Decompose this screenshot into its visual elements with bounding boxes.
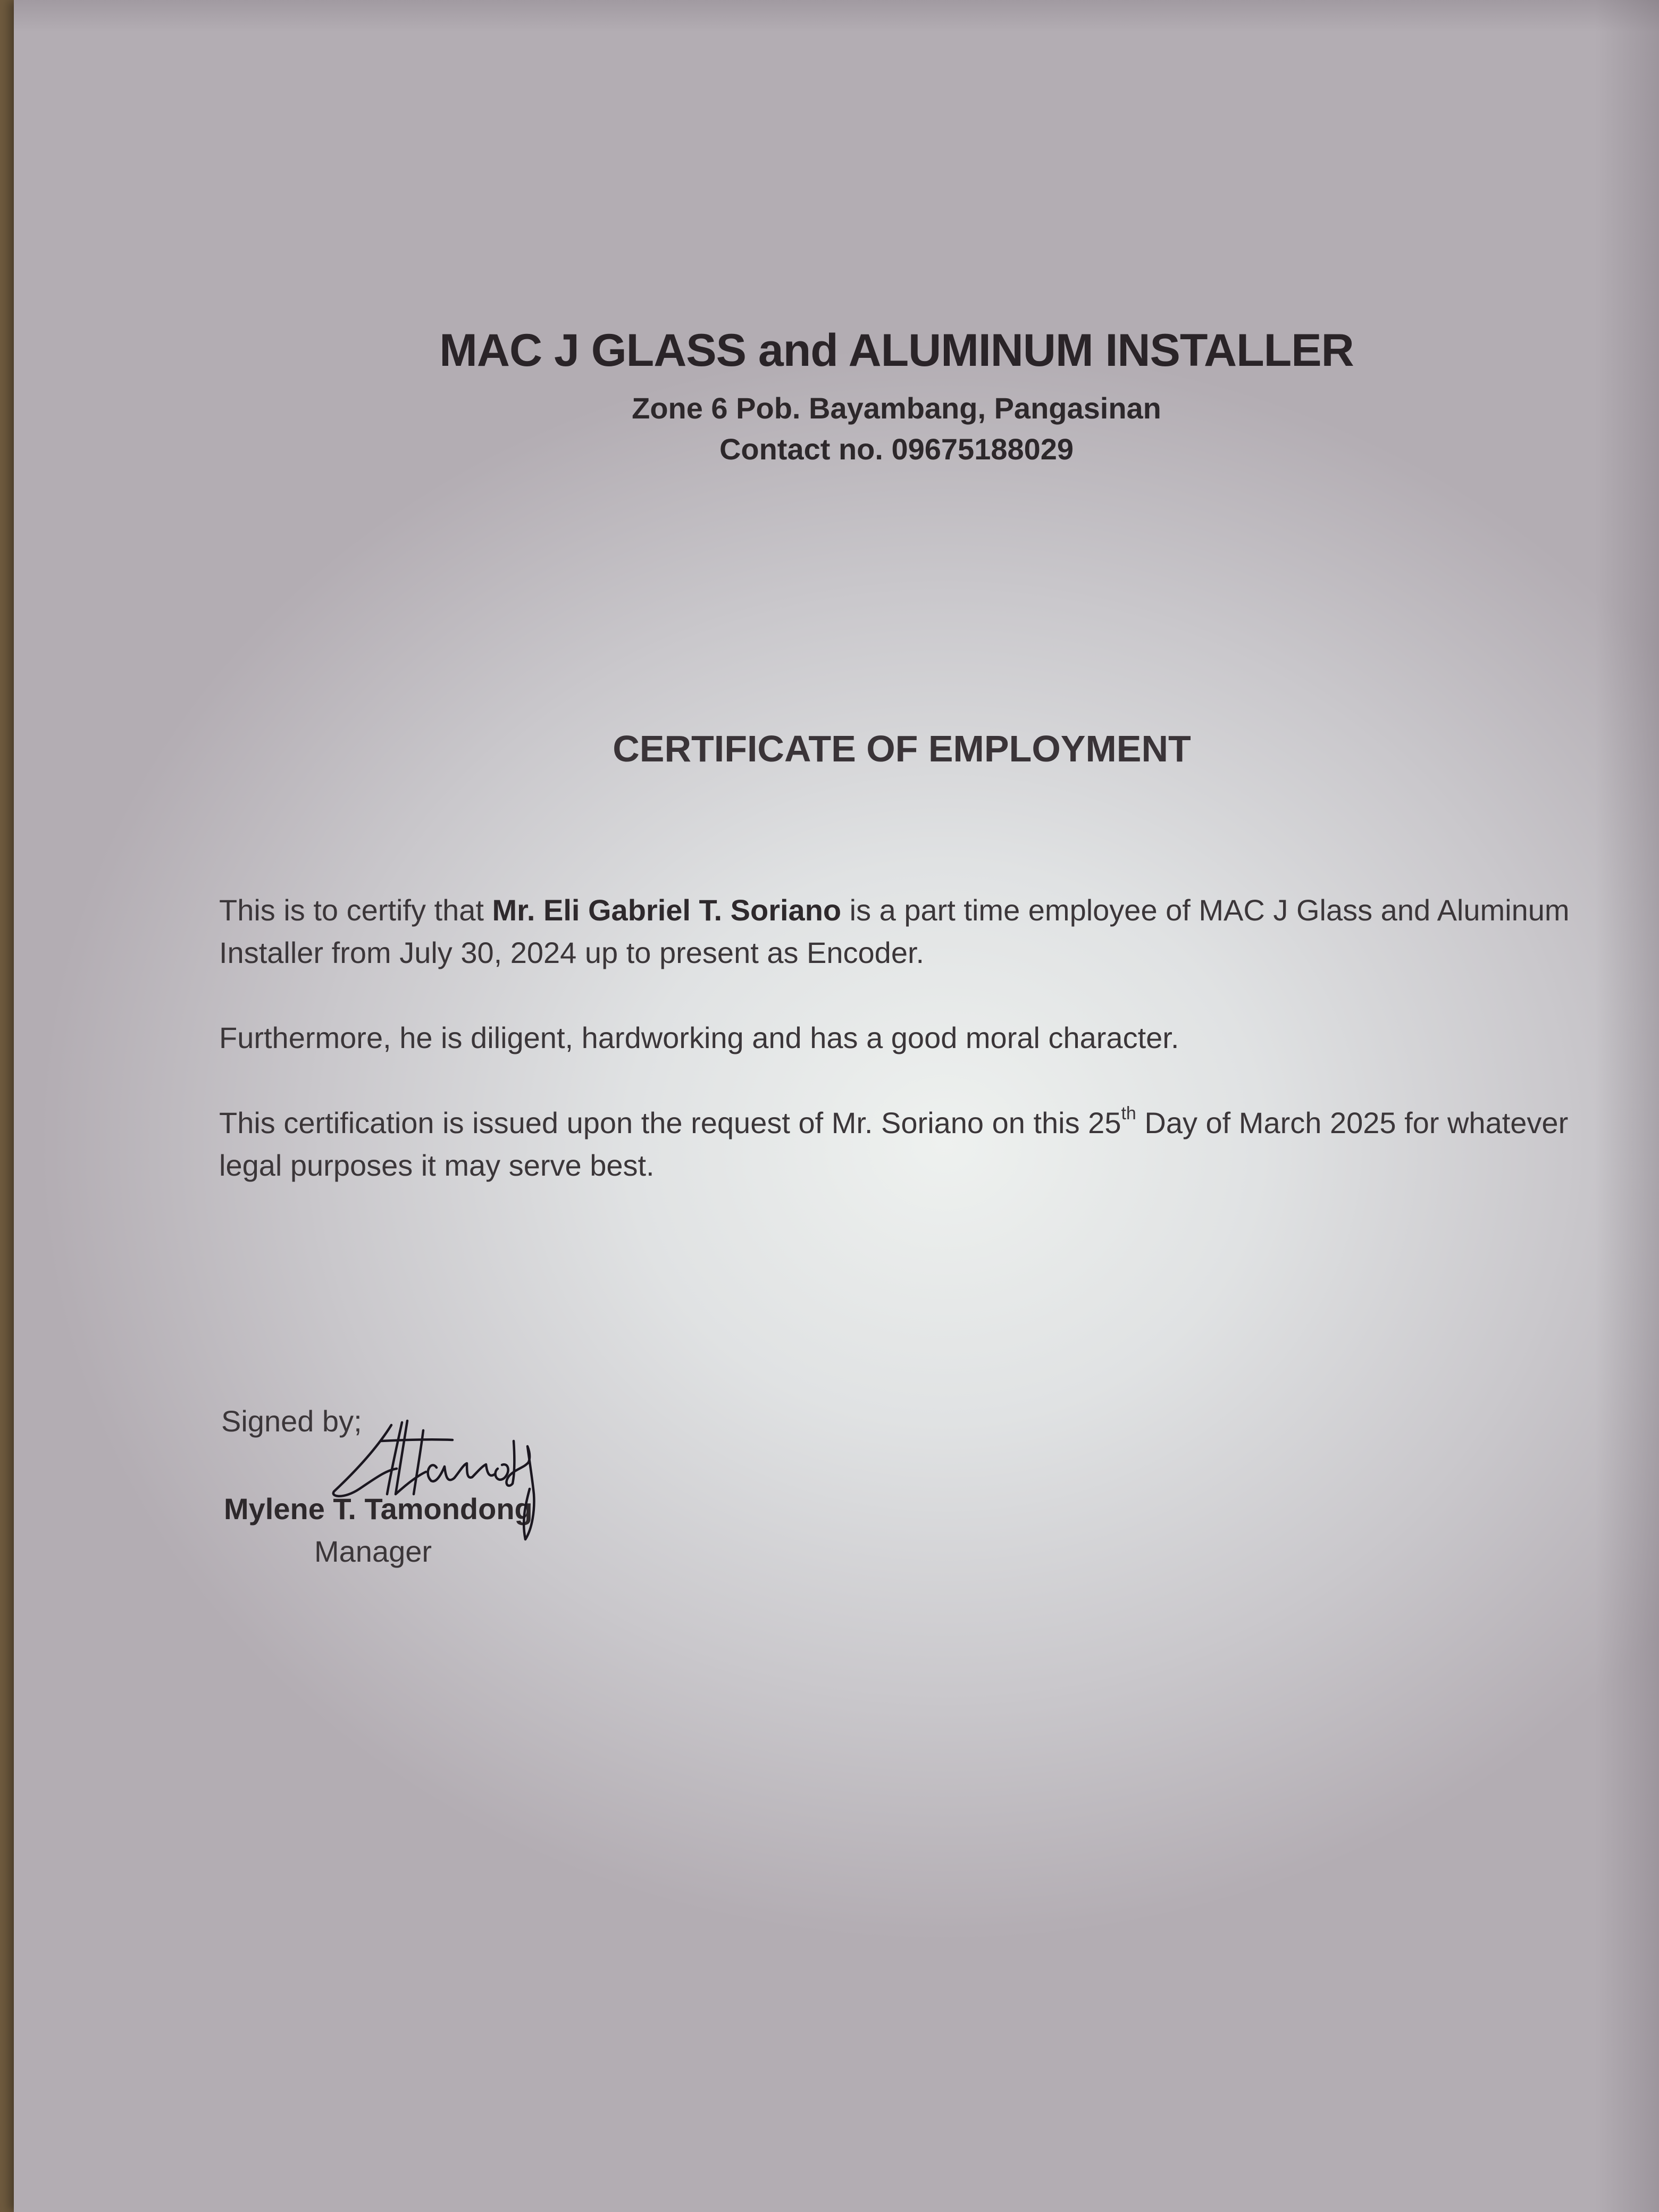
document-title: CERTIFICATE OF EMPLOYMENT <box>613 728 1191 769</box>
company-address: Zone 6 Pob. Bayambang, Pangasinan <box>632 391 1161 425</box>
paragraph-purpose <box>219 1102 1612 1187</box>
paragraph-3-before-day: This certification is issued upon the request of Mr. Soriano on this 25 <box>219 1106 1121 1139</box>
company-name: MAC J GLASS and ALUMINUM INSTALLER <box>439 325 1354 376</box>
paragraph-3-after-day: Day of March 2025 for whatever legal purposes it may serve best. <box>219 1106 1569 1182</box>
paragraph-1-rest: is a part time employee of MAC J Glass and Aluminum Installer from July 30, 2024 up to present as Encoder. <box>219 893 1570 969</box>
paper-sheet <box>14 0 1659 2212</box>
employee-name: Mr. Eli Gabriel T. Soriano <box>492 893 842 927</box>
signed-by-label: Signed by; <box>221 1404 362 1438</box>
handwritten-signature <box>328 1409 593 1547</box>
paragraph-character: Furthermore, he is diligent, hardworking and has a good moral character. <box>219 1021 1179 1054</box>
signatory-title: Manager <box>314 1535 432 1568</box>
signatory-name: Mylene T. Tamondong <box>224 1492 533 1526</box>
paragraph-1-intro: This is to certify that <box>219 893 492 927</box>
company-contact: Contact no. 09675188029 <box>719 432 1074 466</box>
day-ordinal-suffix: th <box>1121 1103 1136 1124</box>
paragraph-certification <box>219 889 1612 974</box>
